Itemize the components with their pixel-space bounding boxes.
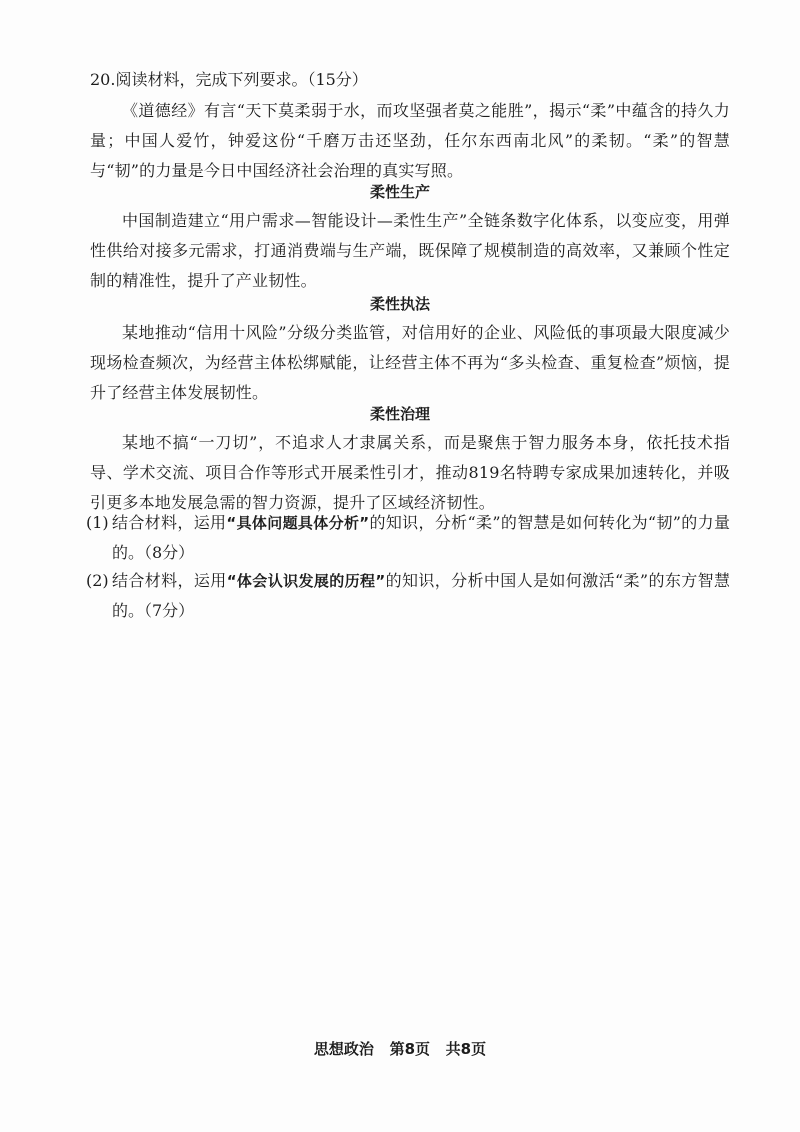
- footer-subject: 思想政治: [313, 1040, 374, 1058]
- subquestion-2-after: 的知识，分析中国人是如何激活“柔”的东方智慧的。（7分）: [112, 571, 730, 620]
- subquestion-1-after: 的知识，分析“柔”的智慧是如何转化为“韧”的力量的。（8分）: [112, 513, 730, 562]
- section-text-flexible-production: 中国制造建立“用户需求—智能设计—柔性生产”全链条数字化体系，以变应变，用弹性供给对接多元需求，打通消费端与生产端，既保障了规模制造的高效率，又兼顾个性定制的精准性，提升了产业韧性。: [90, 211, 730, 290]
- subquestion-1-before: 结合材料，运用: [112, 513, 227, 532]
- section-heading-flexible-production: 柔性生产: [369, 183, 430, 201]
- footer-page: 第8页: [389, 1040, 430, 1058]
- section-heading-flexible-enforcement: 柔性执法: [369, 295, 430, 313]
- intro-paragraph: 《道德经》有言“天下莫柔弱于水，而攻坚强者莫之能胜”，揭示“柔”中蕴含的持久力量；中国人爱竹，钟爱这份“千磨万击还坚劲，任尔东西南北风”的柔韧。“柔”的智慧与“韧”的力量是今日中国经济社会治理的真实写照。: [90, 101, 730, 180]
- subquestion-1-highlight: “具体问题具体分析”: [226, 514, 370, 532]
- footer-total: 共8页: [445, 1040, 487, 1058]
- question-header: 20.阅读材料，完成下列要求。（15分）: [90, 70, 368, 89]
- section-heading-flexible-governance: 柔性治理: [369, 405, 430, 423]
- subquestion-2-highlight: “体会认识发展的历程”: [226, 572, 386, 590]
- section-text-flexible-governance: 某地不搞“一刀切”，不追求人才隶属关系，而是聚焦于智力服务本身，依托技术指导、学术交流、项目合作等形式开展柔性引才，推动819名特聘专家成果加速转化，并吸引更多本地发展急需的智力资源，提升了区域经济韧性。: [90, 433, 730, 512]
- subquestion-1: [86, 508, 730, 568]
- page-footer: [0, 1038, 800, 1060]
- subquestion-2-number: (2): [86, 571, 109, 590]
- subquestion-2-before: 结合材料，运用: [112, 571, 227, 590]
- subquestion-2: [86, 566, 730, 626]
- section-text-flexible-enforcement: 某地推动“信用十风险”分级分类监管，对信用好的企业、风险低的事项最大限度减少现场检查频次，为经营主体松绑赋能，让经营主体不再为“多头检查、重复检查”烦恼，提升了经营主体发展韧性。: [90, 323, 730, 402]
- subquestion-1-number: (1): [86, 513, 109, 532]
